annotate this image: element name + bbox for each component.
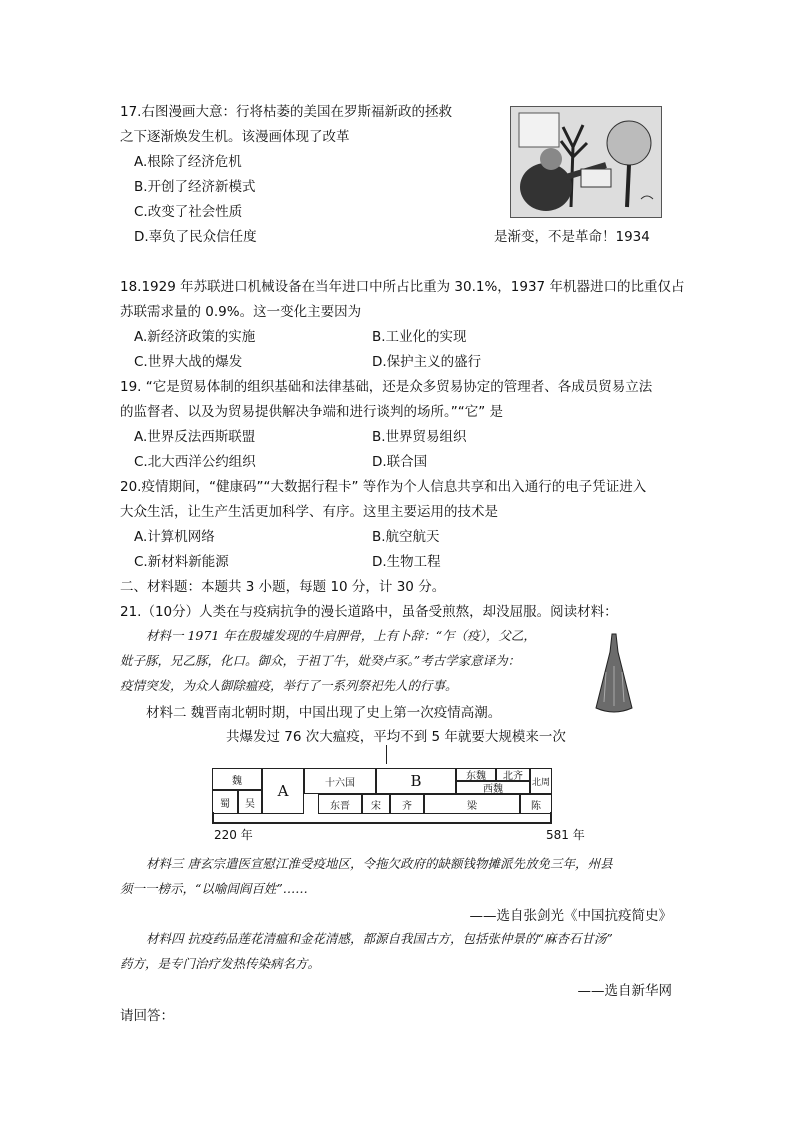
cell-a: A [262,768,304,814]
q20-stem-line2: 大众生活，让生产生活更加科学、有序。这里主要运用的技术是 [120,504,498,520]
q19-option-a: A.世界反法西斯联盟 [134,429,256,445]
cell-shu: 蜀 [212,790,238,814]
q19-option-b: B.世界贸易组织 [372,429,467,445]
q18-stem-line2: 苏联需求量的 0.9%。这一变化主要因为 [120,304,362,320]
material2: 材料二 魏晋南北朝时期，中国出现了史上第一次疫情高潮。 [146,705,502,721]
cartoon-caption: 是渐变，不是革命！1934 [494,229,650,245]
oracle-bone-image [592,632,636,716]
material1-line2: 妣子豚，兄乙豚，化口。御众，于祖丁牛，妣癸卢豕。”考古学家意译为： [120,653,521,668]
answer-prompt: 请回答： [120,1008,174,1024]
material3-line2: 须一一榜示，“以喻闾阎百姓”…… [120,881,308,896]
timeline-end-tick [550,812,552,824]
material1-line1: 材料一 1971 年在殷墟发现的牛肩胛骨，上有卜辞：“乍（疫），父乙， [146,628,536,643]
cell-dongwei: 东魏 [456,768,496,781]
q20-option-d: D.生物工程 [372,554,441,570]
dynasty-timeline [212,764,552,820]
q18-stem-line1: 18.1929 年苏联进口机械设备在当年进口中所占比重为 30.1%，1937 年机器进口的比重仅占 [120,279,685,295]
timeline-start-label: 220 年 [214,828,253,842]
cell-qi: 齐 [390,794,424,814]
timeline-start-tick [212,812,214,824]
q17-stem-line1: 17.右图漫画大意：行将枯萎的美国在罗斯福新政的拯救 [120,104,452,120]
q18-option-a: A.新经济政策的实施 [134,329,256,345]
cell-shiliuguo: 十六国 [304,768,376,794]
q20-option-a: A.计算机网络 [134,529,215,545]
material3-source: ——选自张剑光《中国抗疫简史》 [469,908,672,924]
cell-beizhou: 北周 [530,768,552,794]
q17-option-c: C.改变了社会性质 [134,204,243,220]
section-heading: 二、材料题：本题共 3 小题，每题 10 分，计 30 分。 [120,579,446,595]
timeline-title: 共爆发过 76 次大瘟疫，平均不到 5 年就要大规模来一次 [226,729,566,745]
q19-stem-line1: 19. “它是贸易体制的组织基础和法律基础，还是众多贸易协定的管理者、各成员贸易立法 [120,379,653,395]
q17-option-d: D.辜负了民众信任度 [134,229,257,245]
q20-option-c: C.新材料新能源 [134,554,229,570]
cell-chen: 陈 [520,794,552,814]
q20-option-b: B.航空航天 [372,529,440,545]
q18-option-d: D.保护主义的盛行 [372,354,482,370]
material3-line1: 材料三 唐玄宗遣医宣慰江淮受疫地区，令拖欠政府的缺额钱物摊派先放免三年，州县 [146,856,613,871]
cell-wei: 魏 [212,768,262,790]
timeline-pointer [386,745,387,764]
q19-stem-line2: 的监督者、以及为贸易提供解决争端和进行谈判的场所。”“它” 是 [120,404,504,420]
cell-song: 宋 [362,794,390,814]
cell-liang: 梁 [424,794,520,814]
q18-option-c: C.世界大战的爆发 [134,354,243,370]
q18-option-b: B.工业化的实现 [372,329,467,345]
material4-line2: 药方，是专门治疗发热传染病名方。 [120,956,321,971]
cell-xiwei: 西魏 [456,781,530,794]
material4-line1: 材料四 抗疫药品莲花清瘟和金花清感，都源自我国古方，包括张仲景的“麻杏石甘汤” [146,931,613,946]
q19-option-d: D.联合国 [372,454,428,470]
timeline-axis [212,822,552,824]
cell-beiqi: 北齐 [496,768,530,781]
roosevelt-cartoon-image [510,106,662,218]
material4-source: ——选自新华网 [577,983,672,999]
q17-option-b: B.开创了经济新模式 [134,179,256,195]
q17-option-a: A.根除了经济危机 [134,154,242,170]
q21-stem: 21.（10分）人类在与疫病抗争的漫长道路中，虽备受煎熬，却没屈服。阅读材料： [120,604,618,620]
timeline-end-label: 581 年 [546,828,585,842]
q19-option-c: C.北大西洋公约组织 [134,454,256,470]
q17-stem-line2: 之下逐渐焕发生机。该漫画体现了改革 [120,129,350,145]
cell-dongjin: 东晋 [318,794,362,814]
cell-b: B [376,768,456,794]
q20-stem-line1: 20.疫情期间，“健康码”“大数据行程卡” 等作为个人信息共享和出入通行的电子凭证进入 [120,479,647,495]
cell-wu: 吴 [238,790,262,814]
material1-line3: 疫情突发，为众人御除瘟疫，举行了一系列祭祀先人的行事。 [120,678,458,693]
